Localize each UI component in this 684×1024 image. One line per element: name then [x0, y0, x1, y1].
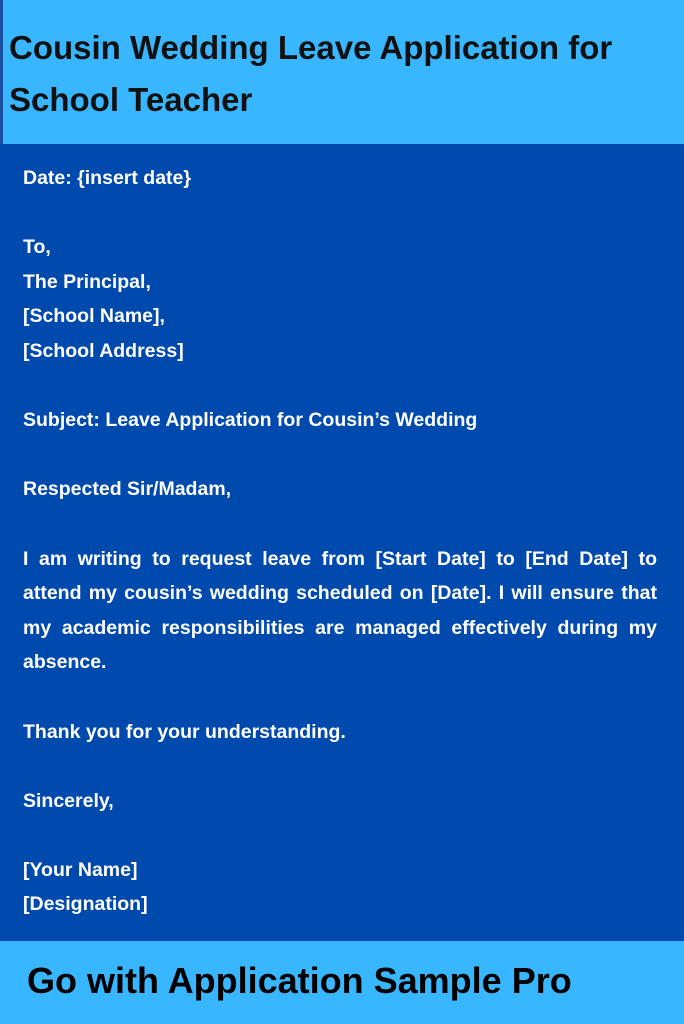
- letter-subject: Subject: Leave Application for Cousin’s Wedding: [23, 409, 478, 432]
- letter-school-address: [School Address]: [23, 339, 184, 362]
- letter-body: [23, 161, 657, 922]
- letter-closing: Sincerely,: [23, 789, 114, 812]
- letter-body-paragraph: I am writing to request leave from [Start Date] to [End Date] to attend my cousin’s wedding scheduled on [Date]. I will ensure that my academic responsibilities are managed effectively during my absence.: [23, 547, 657, 674]
- spacer: [23, 680, 657, 715]
- page-title: Cousin Wedding Leave Application for School Teacher: [9, 29, 613, 118]
- letter-your-name: [Your Name]: [23, 858, 138, 881]
- spacer: [23, 749, 657, 784]
- footer-banner: [0, 941, 684, 1024]
- spacer: [23, 196, 657, 231]
- letter-designation: [Designation]: [23, 893, 148, 916]
- letter-recipient: The Principal,: [23, 270, 151, 293]
- spacer: [23, 438, 657, 473]
- spacer: [23, 818, 657, 853]
- footer-text: Go with Application Sample Pro: [27, 960, 572, 1001]
- letter-thanks: Thank you for your understanding.: [23, 720, 346, 743]
- letter-to: To,: [23, 236, 51, 259]
- letter-school-name: [School Name],: [23, 305, 165, 328]
- spacer: [23, 369, 657, 404]
- header-banner: [0, 0, 684, 144]
- letter-date: Date: {insert date}: [23, 167, 191, 189]
- letter-salutation: Respected Sir/Madam,: [23, 478, 232, 501]
- spacer: [23, 507, 657, 542]
